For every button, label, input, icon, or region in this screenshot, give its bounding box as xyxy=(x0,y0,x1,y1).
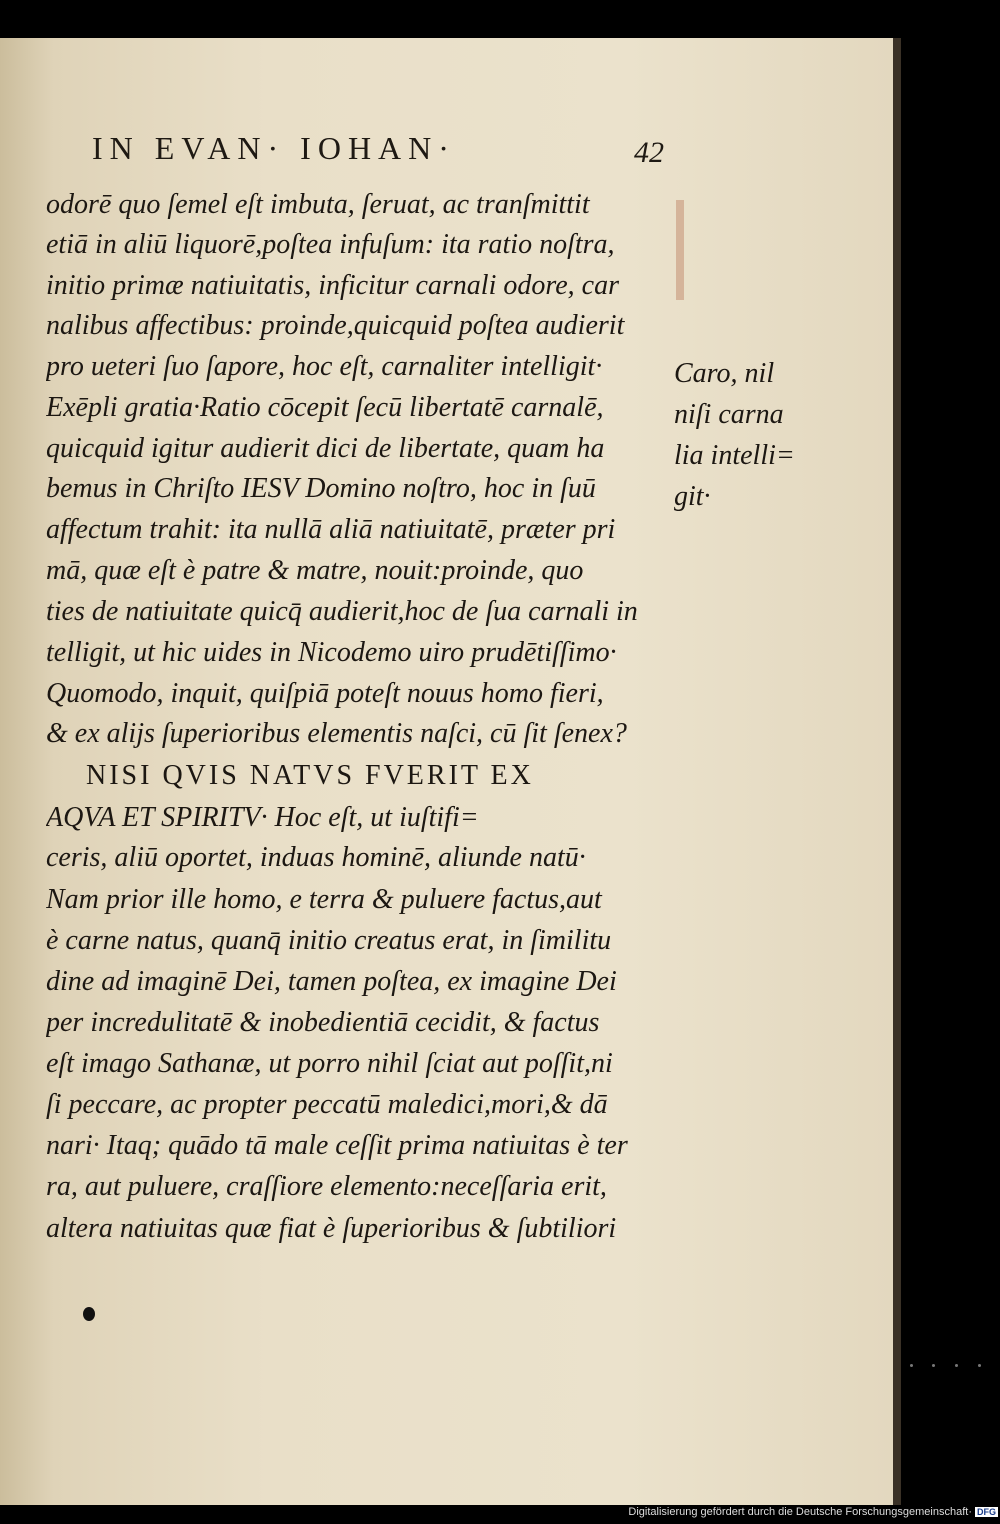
text-line: ra, aut puluere, craſſiore elemento:neceſſaria erit, xyxy=(46,1171,607,1202)
ribbon-marker xyxy=(676,200,684,300)
text-line: telligit, ut hic uides in Nicodemo uiro prudētiſſimo· xyxy=(46,637,617,668)
scan-specks xyxy=(900,1364,1000,1368)
text-line: initio primæ natiuitatis, inficitur carnali odore, car xyxy=(46,270,619,301)
text-line: mā, quæ eſt è patre & matre, nouit:proinde, quo xyxy=(46,555,584,586)
text-line: odorē quo ſemel eſt imbuta, ſeruat, ac tranſmittit xyxy=(46,189,590,220)
marginal-note-line: Caro, nil xyxy=(674,358,775,389)
text-line: Exēpli gratia·Ratio cōcepit ſecū libertatē carnalē, xyxy=(46,392,604,423)
text-line: & ex alijs ſuperioribus elementis naſci, cū ſit ſenex? xyxy=(46,718,627,749)
text-line: nalibus affectibus: proinde,quicquid poſtea audierit xyxy=(46,310,625,341)
text-line: ſi peccare, ac propter peccatū maledici,mori,& dā xyxy=(46,1089,608,1120)
marginal-note-line: git· xyxy=(674,481,711,512)
text-line: pro ueteri ſuo ſapore, hoc eſt, carnaliter intelligit· xyxy=(46,351,603,382)
text-line: NISI QVIS NATVS FVERIT EX xyxy=(86,760,534,791)
text-line: ties de natiuitate quicq̄ audierit,hoc de ſua carnali in xyxy=(46,596,638,627)
text-line: etiā in aliū liquorē,poſtea infuſum: ita ratio noſtra, xyxy=(46,229,615,260)
funding-credit xyxy=(540,1506,998,1524)
funding-credit-text: Digitalisierung gefördert durch die Deutsche Forschungsgemeinschaft· xyxy=(628,1506,972,1518)
text-line: Quomodo, inquit, quiſpiā poteſt nouus homo fieri, xyxy=(46,678,604,709)
ink-blot xyxy=(83,1307,95,1321)
page-number: 42 xyxy=(634,136,664,169)
marginal-note-line: lia intelli= xyxy=(674,440,795,471)
text-line: eſt imago Sathanæ, ut porro nihil ſciat aut poſſit,ni xyxy=(46,1048,613,1079)
text-line: ceris, aliū oportet, induas hominē, aliunde natū· xyxy=(46,842,586,873)
running-head: IN EVAN· IOHAN· xyxy=(92,130,456,166)
text-line: quicquid igitur audierit dici de libertate, quam ha xyxy=(46,433,605,464)
text-line: dine ad imaginē Dei, tamen poſtea, ex imagine Dei xyxy=(46,966,617,997)
text-line: nari· Itaq; quādo tā male ceſſit prima natiuitas è ter xyxy=(46,1130,628,1161)
text-line: altera natiuitas quæ fiat è ſuperioribus & ſubtiliori xyxy=(46,1213,617,1244)
text-line: bemus in Chriſto IESV Domino noſtro, hoc in ſuū xyxy=(46,473,596,504)
text-line: AQVA ET SPIRITV· Hoc eſt, ut iuſtifi= xyxy=(46,802,479,833)
page-edge-shadow xyxy=(893,38,901,1505)
text-line: è carne natus, quanq̄ initio creatus erat, in ſimilitu xyxy=(46,925,612,956)
text-line: Nam prior ille homo, e terra & puluere factus,aut xyxy=(46,884,602,915)
text-line: affectum trahit: ita nullā aliā natiuitatē, præter pri xyxy=(46,514,616,545)
marginal-note-line: niſi carna xyxy=(674,399,784,430)
dfg-logo: DFG xyxy=(977,1507,996,1517)
text-line: per incredulitatē & inobedientiā cecidit, & factus xyxy=(46,1007,600,1038)
